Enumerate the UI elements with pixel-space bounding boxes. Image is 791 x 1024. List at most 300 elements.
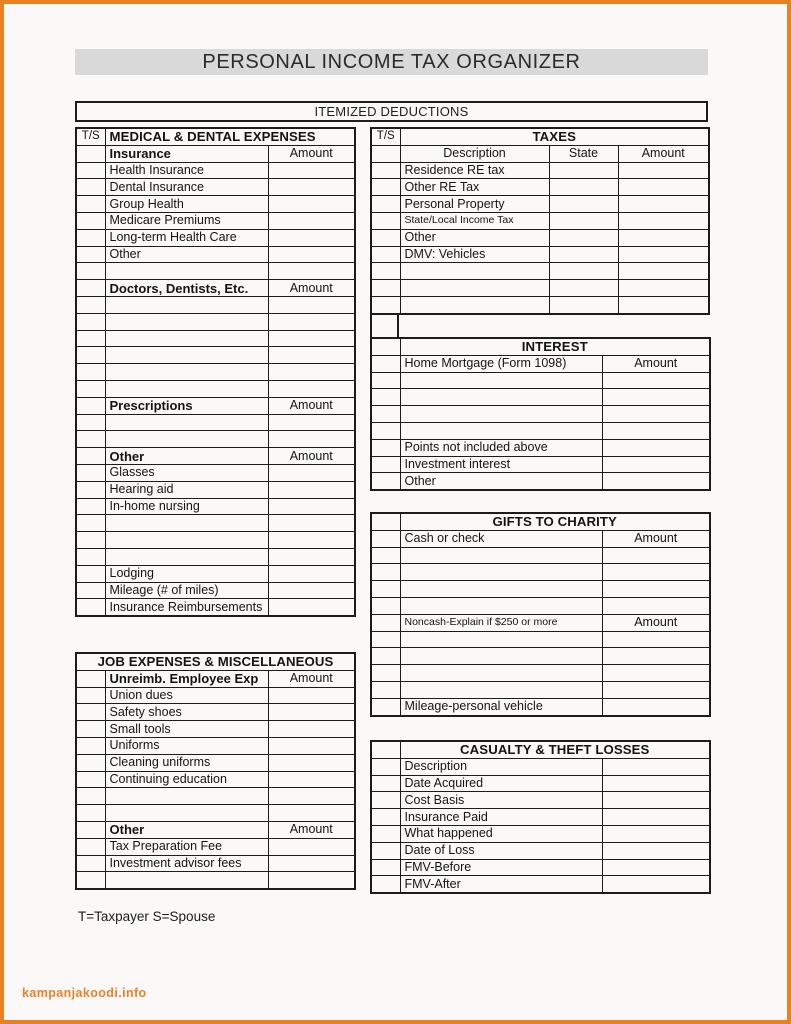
amount-cell <box>618 263 709 280</box>
amount-cell <box>268 431 355 448</box>
amount-cell <box>618 212 709 229</box>
table-row <box>371 422 710 439</box>
ts-cell <box>371 338 400 355</box>
ts-header: T/S <box>371 128 400 145</box>
row-label: Long-term Health Care <box>105 229 268 246</box>
amount-cell <box>602 665 710 682</box>
amount-cell <box>268 532 355 549</box>
table-row <box>371 665 710 682</box>
ts-cell <box>371 280 400 297</box>
medical-expenses-section <box>75 127 356 617</box>
amount-header: Amount <box>268 821 355 838</box>
row-label: Other <box>105 246 268 263</box>
amount-cell <box>602 564 710 581</box>
empty-cell <box>105 788 268 805</box>
table-row <box>371 372 710 389</box>
ts-cell <box>76 212 105 229</box>
ts-cell <box>76 687 105 704</box>
row-label: Insurance <box>105 145 268 162</box>
ts-cell <box>76 838 105 855</box>
ts-cell <box>76 464 105 481</box>
table-row <box>76 515 355 532</box>
amount-cell <box>602 631 710 648</box>
table-row <box>371 614 710 631</box>
ts-cell <box>76 246 105 263</box>
ts-cell <box>371 406 400 423</box>
row-label: Hearing aid <box>105 481 268 498</box>
ts-header: T/S <box>76 128 105 145</box>
banner-label: ITEMIZED DEDUCTIONS <box>314 104 469 119</box>
ts-cell <box>371 597 400 614</box>
ts-cell <box>371 775 400 792</box>
table-row <box>371 681 710 698</box>
amount-cell <box>268 364 355 381</box>
empty-cell <box>400 681 602 698</box>
amount-cell <box>268 788 355 805</box>
ts-cell <box>371 681 400 698</box>
table-row <box>371 698 710 715</box>
amount-cell <box>268 704 355 721</box>
amount-cell <box>602 809 710 826</box>
amount-header: Amount <box>268 448 355 465</box>
ts-cell <box>76 263 105 280</box>
table-row <box>371 456 710 473</box>
row-label: Dental Insurance <box>105 179 268 196</box>
table-row <box>371 825 710 842</box>
amount-cell <box>268 737 355 754</box>
table-row <box>371 792 710 809</box>
empty-cell <box>400 631 602 648</box>
row-label: FMV-After <box>400 876 602 893</box>
amount-cell <box>602 758 710 775</box>
table-row <box>76 821 355 838</box>
ts-cell <box>371 389 400 406</box>
table-row <box>76 246 355 263</box>
ts-cell <box>76 754 105 771</box>
ts-cell <box>371 809 400 826</box>
row-label: Prescriptions <box>105 397 268 414</box>
amount-cell <box>268 515 355 532</box>
ts-cell <box>371 876 400 893</box>
taxpayer-spouse-footnote: T=Taxpayer S=Spouse <box>78 909 216 924</box>
ts-cell <box>371 372 400 389</box>
section-title: INTEREST <box>400 338 710 355</box>
ts-cell <box>76 431 105 448</box>
table-row <box>371 296 709 313</box>
ts-cell <box>76 397 105 414</box>
amount-header: Amount <box>602 614 710 631</box>
amount-cell <box>602 681 710 698</box>
table-row <box>371 581 710 598</box>
row-label: Date Acquired <box>400 775 602 792</box>
ts-cell <box>76 347 105 364</box>
watermark: kampanjakoodi.info <box>22 986 147 1000</box>
amount-cell <box>268 565 355 582</box>
row-label: Lodging <box>105 565 268 582</box>
table-row <box>371 564 710 581</box>
ts-cell <box>371 758 400 775</box>
empty-cell <box>400 296 549 313</box>
amount-cell <box>268 196 355 213</box>
charity-section <box>370 512 711 717</box>
amount-cell <box>268 771 355 788</box>
table-row <box>371 389 710 406</box>
row-label: Group Health <box>105 196 268 213</box>
table-row <box>371 876 710 893</box>
ts-cell <box>371 614 400 631</box>
ts-cell <box>76 805 105 822</box>
charity-section-table <box>370 512 711 717</box>
taxes-section-table <box>370 127 710 315</box>
ts-cell <box>371 792 400 809</box>
ts-cell <box>371 665 400 682</box>
empty-cell <box>105 548 268 565</box>
section-title: MEDICAL & DENTAL EXPENSES <box>105 128 355 145</box>
amount-cell <box>268 805 355 822</box>
row-label: Noncash-Explain if $250 or more <box>400 614 602 631</box>
empty-cell <box>105 313 268 330</box>
table-row <box>76 737 355 754</box>
row-label: What happened <box>400 825 602 842</box>
amount-cell <box>268 481 355 498</box>
ts-cell <box>371 547 400 564</box>
amount-cell <box>618 229 709 246</box>
ts-cell <box>76 788 105 805</box>
column-header: Description <box>400 145 549 162</box>
table-row <box>371 280 709 297</box>
table-row <box>371 530 710 547</box>
table-row <box>76 179 355 196</box>
state-cell <box>549 179 618 196</box>
row-label: State/Local Income Tax <box>400 212 549 229</box>
amount-cell <box>268 498 355 515</box>
ts-cell <box>76 532 105 549</box>
row-label: Date of Loss <box>400 842 602 859</box>
amount-cell <box>268 347 355 364</box>
table-row <box>371 196 709 213</box>
amount-cell <box>268 855 355 872</box>
ts-cell <box>76 548 105 565</box>
amount-header: Amount <box>268 397 355 414</box>
amount-cell <box>268 380 355 397</box>
table-row <box>371 547 710 564</box>
empty-cell <box>400 564 602 581</box>
table-row <box>76 805 355 822</box>
empty-cell <box>400 263 549 280</box>
amount-cell <box>268 721 355 738</box>
row-label: DMV: Vehicles <box>400 246 549 263</box>
table-row <box>76 838 355 855</box>
table-row <box>76 670 355 687</box>
amount-header: Amount <box>268 670 355 687</box>
row-label: Tax Preparation Fee <box>105 838 268 855</box>
table-row <box>76 380 355 397</box>
table-row <box>371 473 710 490</box>
table-row <box>76 330 355 347</box>
table-row <box>76 855 355 872</box>
empty-cell <box>105 872 268 889</box>
amount-cell <box>618 246 709 263</box>
state-cell <box>549 229 618 246</box>
row-label: Union dues <box>105 687 268 704</box>
empty-cell <box>105 414 268 431</box>
table-row <box>76 498 355 515</box>
amount-cell <box>618 196 709 213</box>
ts-cell <box>371 196 400 213</box>
table-row <box>371 859 710 876</box>
ts-cell <box>76 380 105 397</box>
table-row <box>76 771 355 788</box>
table-row <box>76 481 355 498</box>
amount-cell <box>268 464 355 481</box>
ts-cell <box>371 145 400 162</box>
amount-cell <box>268 548 355 565</box>
empty-cell <box>400 372 602 389</box>
empty-cell <box>105 515 268 532</box>
amount-cell <box>602 825 710 842</box>
ts-cell <box>371 581 400 598</box>
ts-cell <box>371 842 400 859</box>
table-row <box>76 532 355 549</box>
table-row <box>76 754 355 771</box>
table-row <box>76 364 355 381</box>
table-row <box>76 414 355 431</box>
row-label: FMV-Before <box>400 859 602 876</box>
table-row <box>371 128 709 145</box>
table-row <box>371 145 709 162</box>
casualty-section <box>370 740 711 894</box>
empty-cell <box>105 431 268 448</box>
state-cell <box>549 263 618 280</box>
empty-cell <box>400 406 602 423</box>
amount-cell <box>618 296 709 313</box>
taxes-section <box>370 127 710 315</box>
table-row <box>76 128 355 145</box>
empty-cell <box>400 422 602 439</box>
row-label: Medicare Premiums <box>105 212 268 229</box>
casualty-section-table <box>370 740 711 894</box>
table-row <box>76 548 355 565</box>
amount-cell <box>602 422 710 439</box>
table-row <box>371 809 710 826</box>
empty-cell <box>400 547 602 564</box>
table-row <box>76 263 355 280</box>
section-title: GIFTS TO CHARITY <box>400 513 710 530</box>
ts-cell <box>76 162 105 179</box>
table-row <box>76 431 355 448</box>
amount-cell <box>268 838 355 855</box>
table-row <box>371 648 710 665</box>
column-header: Amount <box>618 145 709 162</box>
empty-cell <box>105 347 268 364</box>
row-label: Investment advisor fees <box>105 855 268 872</box>
amount-cell <box>602 406 710 423</box>
table-row <box>371 406 710 423</box>
ts-cell <box>76 448 105 465</box>
ts-cell <box>76 771 105 788</box>
row-label: Other <box>105 821 268 838</box>
amount-cell <box>602 473 710 490</box>
amount-cell <box>268 263 355 280</box>
state-cell <box>549 162 618 179</box>
ts-cell <box>76 599 105 616</box>
row-label: Residence RE tax <box>400 162 549 179</box>
table-row <box>76 313 355 330</box>
amount-cell <box>602 456 710 473</box>
ts-cell <box>371 473 400 490</box>
amount-cell <box>618 162 709 179</box>
ts-cell <box>371 648 400 665</box>
table-row <box>371 212 709 229</box>
amount-cell <box>268 872 355 889</box>
amount-cell <box>268 754 355 771</box>
row-label: Other RE Tax <box>400 179 549 196</box>
table-row <box>371 513 710 530</box>
empty-cell <box>400 665 602 682</box>
row-label: Description <box>400 758 602 775</box>
amount-cell <box>602 389 710 406</box>
amount-cell <box>602 775 710 792</box>
table-row <box>371 631 710 648</box>
ts-cell <box>371 456 400 473</box>
ts-cell <box>76 364 105 381</box>
state-cell <box>549 196 618 213</box>
amount-cell <box>602 876 710 893</box>
amount-cell <box>268 179 355 196</box>
ts-cell <box>76 481 105 498</box>
ts-cell <box>76 515 105 532</box>
ts-cell <box>76 313 105 330</box>
row-label: Unreimb. Employee Exp <box>105 670 268 687</box>
amount-cell <box>602 792 710 809</box>
amount-cell <box>602 581 710 598</box>
interest-section-table <box>370 337 711 491</box>
table-row <box>371 246 709 263</box>
table-row <box>371 597 710 614</box>
empty-cell <box>105 364 268 381</box>
amount-cell <box>602 859 710 876</box>
table-row <box>371 741 710 758</box>
ts-cell <box>371 513 400 530</box>
medical-expenses-section-table <box>75 127 356 617</box>
row-label: Cost Basis <box>400 792 602 809</box>
table-row <box>76 721 355 738</box>
table-row <box>76 464 355 481</box>
itemized-deductions-banner <box>75 101 708 122</box>
table-row <box>76 687 355 704</box>
amount-cell <box>602 597 710 614</box>
table-row <box>371 758 710 775</box>
amount-cell <box>618 179 709 196</box>
ts-cell <box>371 246 400 263</box>
table-row <box>371 338 710 355</box>
row-label: Investment interest <box>400 456 602 473</box>
ts-cell <box>371 825 400 842</box>
amount-cell <box>268 313 355 330</box>
table-row <box>76 872 355 889</box>
table-row <box>76 788 355 805</box>
amount-cell <box>602 648 710 665</box>
table-row <box>76 599 355 616</box>
empty-cell <box>105 263 268 280</box>
title-bar <box>75 49 708 75</box>
table-row <box>76 296 355 313</box>
row-label: Cash or check <box>400 530 602 547</box>
amount-header: Amount <box>268 145 355 162</box>
table-row <box>76 582 355 599</box>
row-label: Other <box>400 229 549 246</box>
row-label: Personal Property <box>400 196 549 213</box>
amount-header: Amount <box>268 280 355 297</box>
table-row <box>371 775 710 792</box>
empty-cell <box>400 597 602 614</box>
amount-cell <box>602 372 710 389</box>
row-label: Glasses <box>105 464 268 481</box>
page-title: PERSONAL INCOME TAX ORGANIZER <box>202 50 581 73</box>
ts-cell <box>371 439 400 456</box>
job-expenses-section-table <box>75 652 356 890</box>
ts-cell <box>371 162 400 179</box>
row-label: In-home nursing <box>105 498 268 515</box>
amount-cell <box>268 246 355 263</box>
amount-cell <box>618 280 709 297</box>
ts-cell <box>371 698 400 715</box>
empty-cell <box>105 330 268 347</box>
row-label: Safety shoes <box>105 704 268 721</box>
row-label: Uniforms <box>105 737 268 754</box>
ts-cell <box>76 296 105 313</box>
empty-cell <box>400 648 602 665</box>
amount-cell <box>268 582 355 599</box>
row-label: Other <box>400 473 602 490</box>
row-label: Doctors, Dentists, Etc. <box>105 280 268 297</box>
table-row <box>76 397 355 414</box>
amount-cell <box>268 296 355 313</box>
ts-cell <box>76 721 105 738</box>
empty-cell <box>400 280 549 297</box>
ts-cell <box>371 212 400 229</box>
row-label: Small tools <box>105 721 268 738</box>
ts-cell <box>76 855 105 872</box>
ts-cell <box>371 741 400 758</box>
table-row <box>371 229 709 246</box>
empty-cell <box>105 296 268 313</box>
job-expenses-section <box>75 652 356 890</box>
amount-cell <box>602 439 710 456</box>
empty-cell <box>400 389 602 406</box>
table-row <box>371 179 709 196</box>
state-cell <box>549 246 618 263</box>
ts-cell <box>76 704 105 721</box>
ts-cell <box>371 859 400 876</box>
row-label: Home Mortgage (Form 1098) <box>400 355 602 372</box>
ts-cell <box>76 179 105 196</box>
amount-cell <box>268 414 355 431</box>
ts-cell <box>76 670 105 687</box>
table-row <box>76 162 355 179</box>
table-row <box>76 653 355 670</box>
ts-cell <box>371 355 400 372</box>
amount-cell <box>268 229 355 246</box>
table-row <box>371 439 710 456</box>
ts-cell <box>76 414 105 431</box>
table-row <box>371 842 710 859</box>
row-label: Mileage (# of miles) <box>105 582 268 599</box>
empty-cell <box>400 581 602 598</box>
table-row <box>76 704 355 721</box>
row-label: Cleaning uniforms <box>105 754 268 771</box>
column-header: State <box>549 145 618 162</box>
